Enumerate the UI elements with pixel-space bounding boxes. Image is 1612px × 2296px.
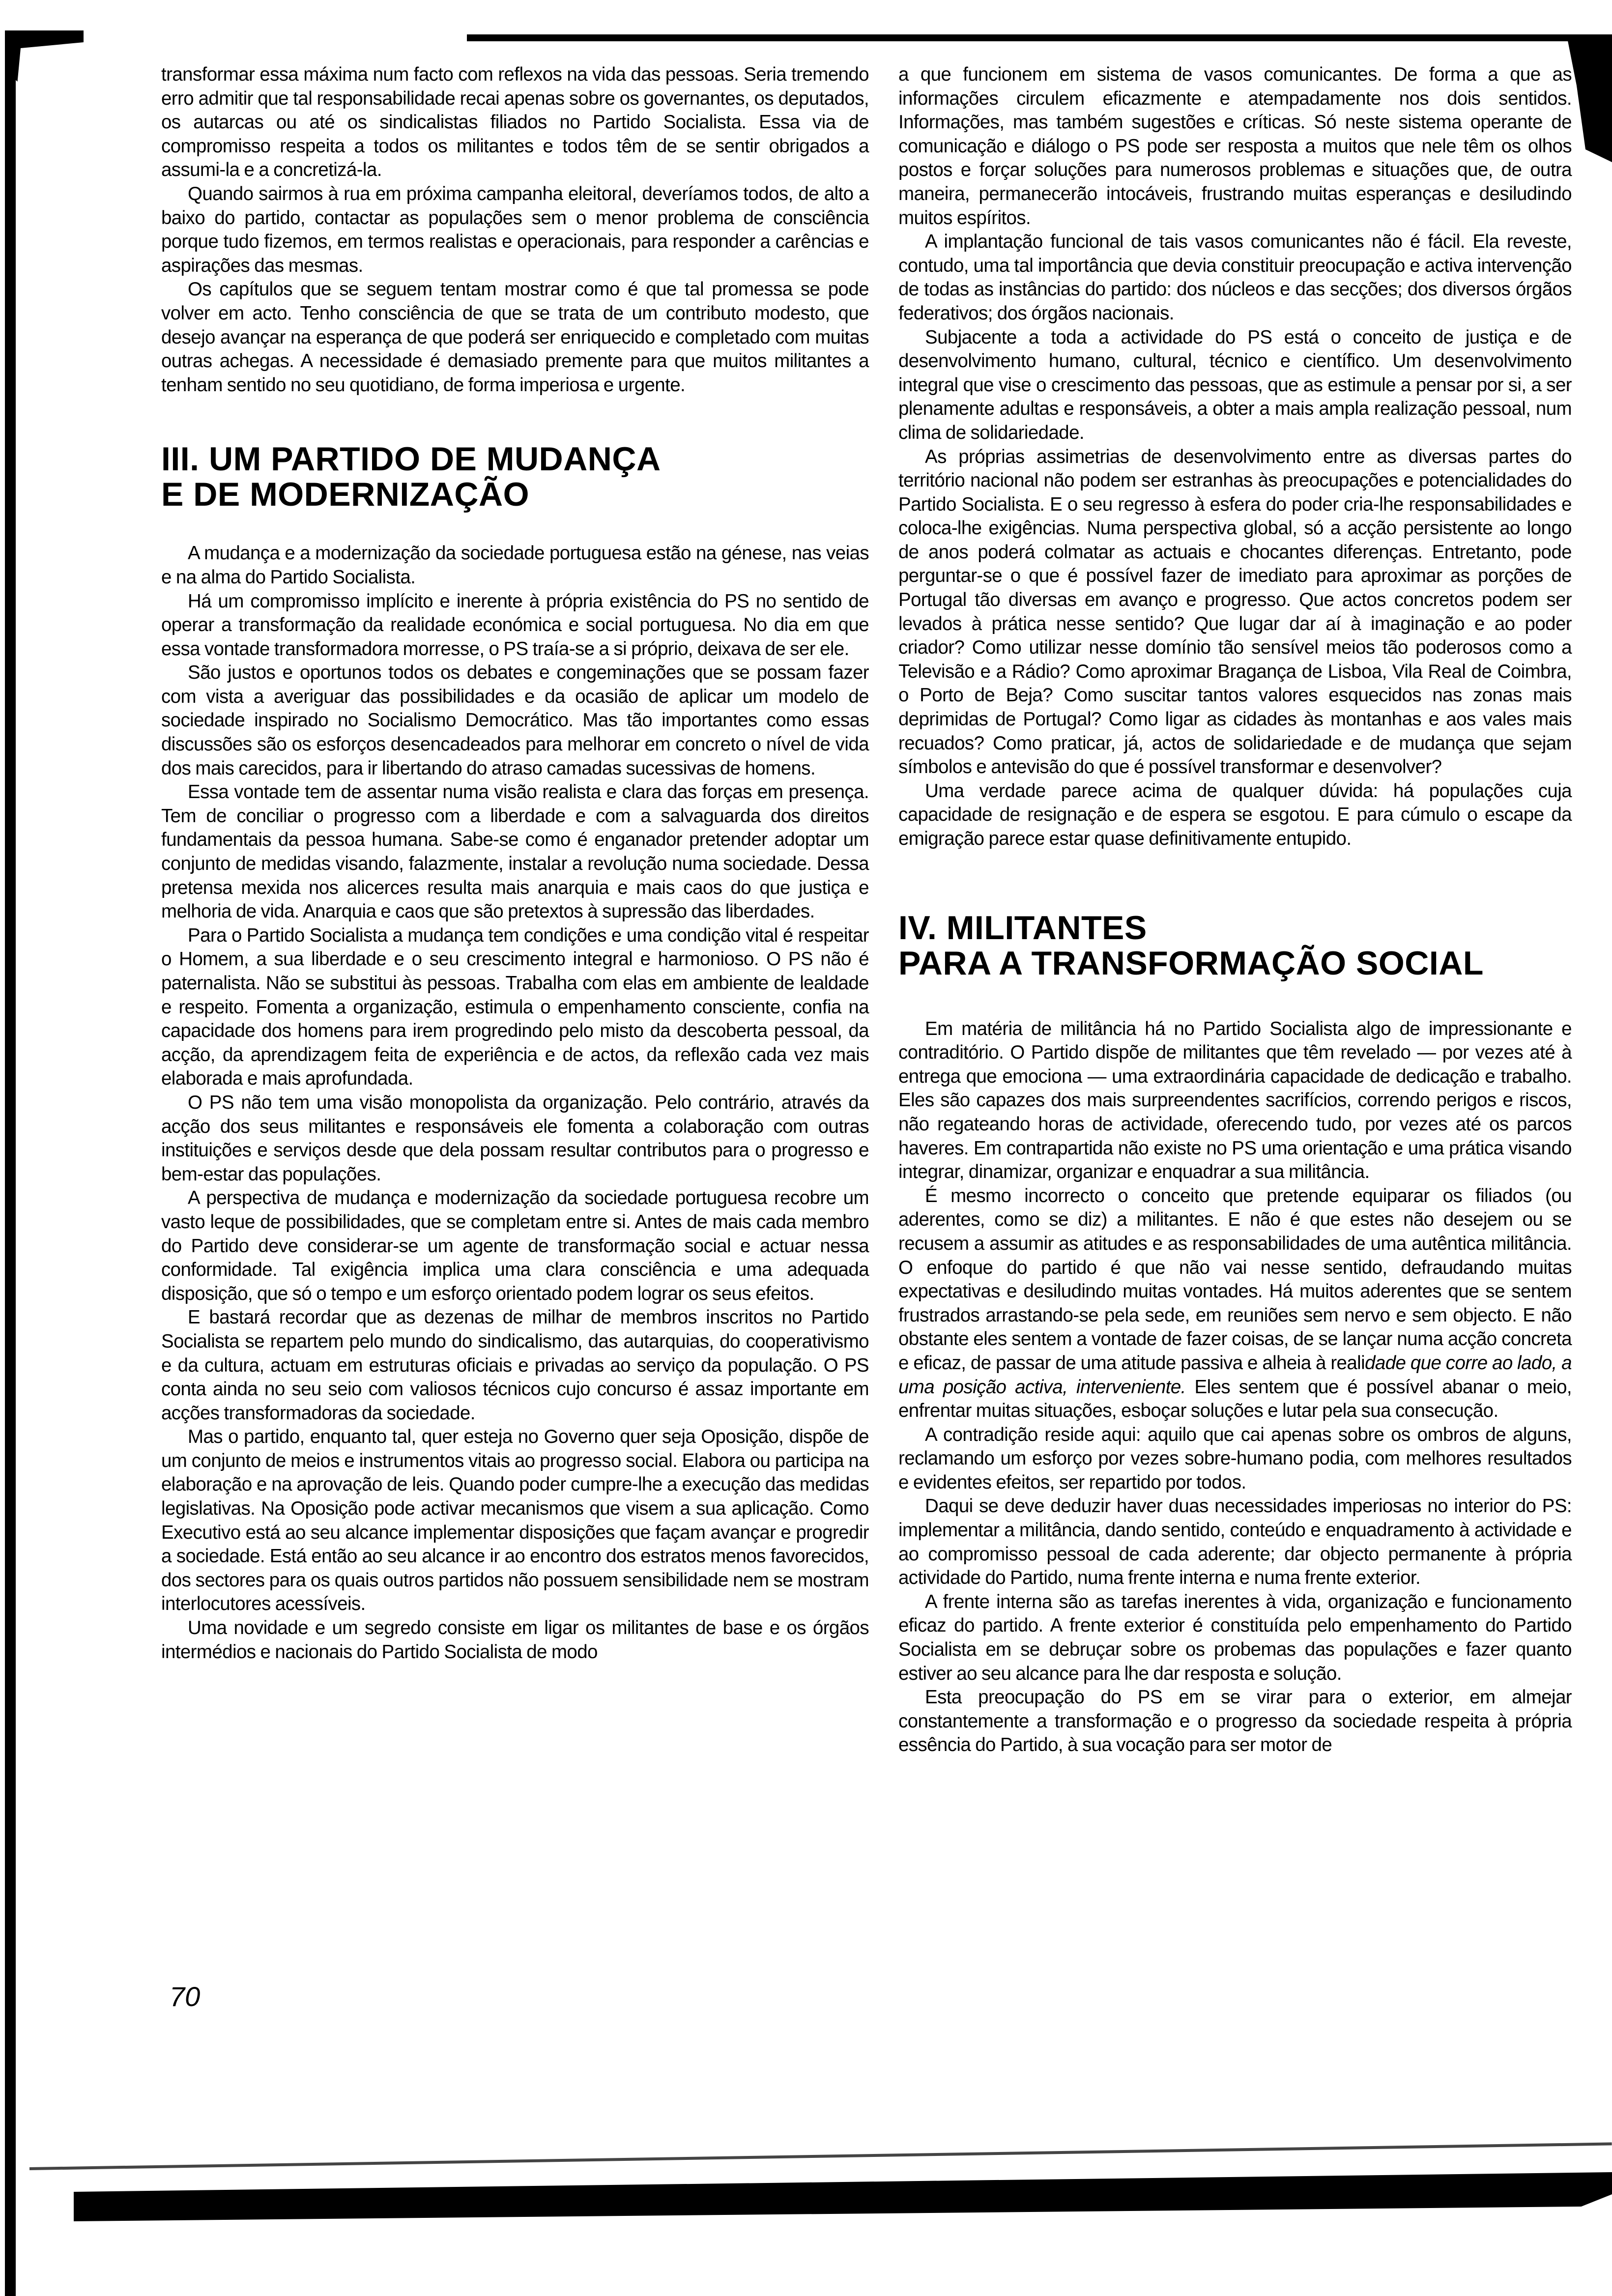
scan-border-bottom bbox=[74, 2172, 1612, 2221]
right-column bbox=[898, 63, 1572, 1757]
paragraph: A perspectiva de mudança e modernização da sociedade portuguesa recobre um vasto leque de possibilidades, que se completam entre si. Antes de mais cada membro do Partido deve considerar-se um agente de transformação social e actuar nessa conformidade. Tal exigência implica uma clara consciência e uma adequada disposição, que só o tempo e um esforço orientado podem lograr os seus efeitos. bbox=[161, 1187, 869, 1304]
italic-emphasis: dade que corre ao lado, a uma posição activa, interveniente. bbox=[898, 1352, 1572, 1398]
scan-line-bottom bbox=[29, 2142, 1612, 2170]
paragraph: transformar essa máxima num facto com reflexos na vida das pessoas. Seria tremendo erro admitir que tal responsabilidade recai apenas sobre os governantes, os deputados, os autarcas ou até os sindicalistas filiados no Partido Socialista. Essa via de compromisso respeita a todos os militantes e todos têm de se sentir obrigados a assumi-la e a concretizá-la. bbox=[161, 64, 869, 181]
scan-corner-top-right bbox=[1568, 34, 1612, 162]
scan-border-top bbox=[467, 34, 1592, 41]
text-span: Eles sentem que é possível abanar o meio, enfrentar muitas situações, esboçar soluções e lutar pela sua consecução. bbox=[898, 1376, 1572, 1422]
heading-line: IV. MILITANTES bbox=[898, 909, 1147, 947]
paragraph: Há um compromisso implícito e inerente à própria existência do PS no sentido de operar a transformação da realidade económica e social portuguesa. No dia em que essa vontade transformadora morresse, o PS traía-se a si próprio, deixava de ser ele. bbox=[161, 590, 869, 660]
paragraph: A implantação funcional de tais vasos comunicantes não é fácil. Ela reveste, contudo, uma tal importância que devia constituir preocupação e activa intervenção de todas as instâncias do partido: dos núcleos e das secções; dos diversos órgãos federativos; dos órgãos nacionais. bbox=[898, 231, 1572, 324]
paragraph: Uma verdade parece acima de qualquer dúvida: há populações cuja capacidade de resignação e de espera se esgotou. E para cúmulo o escape da emigração parece estar quase definitivamente entupido. bbox=[898, 780, 1572, 849]
page-number: 70 bbox=[170, 1981, 201, 2012]
paragraph: Uma novidade e um segredo consiste em ligar os militantes de base e os órgãos intermédios e nacionais do Partido Socialista de modo bbox=[161, 1617, 869, 1663]
paragraph: A frente interna são as tarefas inerentes à vida, organização e funcionamento eficaz do partido. A frente exterior é constituída pelo empenhamento do Partido Socialista em se debruçar sobre os probemas das populações e fazer quanto estiver ao seu alcance para lhe dar resposta e solução. bbox=[898, 1591, 1572, 1684]
paragraph: A contradição reside aqui: aquilo que cai apenas sobre os ombros de alguns, reclamando um esforço por vezes sobre-humano podia, com melhores resultados e evidentes efeitos, ser repartido por todos. bbox=[898, 1424, 1572, 1493]
heading-line: PARA A TRANSFORMAÇÃO SOCIAL bbox=[898, 944, 1484, 982]
section-heading-iv bbox=[898, 910, 1572, 981]
paragraph: a que funcionem em sistema de vasos comunicantes. De forma a que as informações circulem eficazmente e atempadamente nos dois sentidos. Informações, mas também sugestões e críticas. Só neste sistema operante de comunicação e diálogo o PS pode ser resposta a muitos que nele têm os olhos postos e forçar soluções para numerosos problemas e situações que, de outra maneira, permanecerão intocáveis, frustrando muitas esperanças e desiludindo muitos espíritos. bbox=[898, 64, 1572, 229]
scan-corner-top-left bbox=[5, 30, 84, 89]
paragraph: Quando sairmos à rua em próxima campanha eleitoral, deveríamos todos, de alto a baixo do partido, contactar as populações sem o menor problema de consciência porque tudo fizemos, em termos realistas e operacionais, para responder a carências e aspirações das mesmas. bbox=[161, 183, 869, 276]
heading-line: E DE MODERNIZAÇÃO bbox=[161, 476, 529, 514]
paragraph: E bastará recordar que as dezenas de milhar de membros inscritos no Partido Socialista se repartem pelo mundo do sindicalismo, das autarquias, do cooperativismo e da cultura, actuam em estruturas oficiais e privadas ao serviço da população. O PS conta ainda no seu seio com valiosos técnicos cujo concurso é assaz importante em acções transformadoras da sociedade. bbox=[161, 1307, 869, 1424]
heading-line: III. UM PARTIDO DE MUDANÇA bbox=[161, 440, 661, 478]
paragraph: Essa vontade tem de assentar numa visão realista e clara das forças em presença. Tem de conciliar o progresso com a liberdade e com a salvaguarda dos direitos fundamentais da pessoa humana. Sabe-se como é enganador pretender adoptar um conjunto de medidas visando, falazmente, instalar a revolução numa sociedade. Dessa pretensa mexida nos alicerces resulta mais anarquia e mais caos do que justiça e melhoria de vida. Anarquia e caos que são pretextos à supressão das liberdades. bbox=[161, 781, 869, 922]
text-span: É mesmo incorrecto o conceito que pretende equiparar os filiados (ou aderentes, como se diz) a militantes. E não é que estes não desejem ou se recusem a assumir as atitudes e as responsabilidades de uma autêntica militância. O enfoque do partido é que não vai nesse sentido, defraudando muitas expectativas e desiludindo muitas vontades. Há muitos aderentes que se sentem frustrados arrastando-se pela sede, em reuniões sem nervo e sem objecto. E não obstante eles sentem a vontade de fazer coisas, de se lançar numa acção concreta e eficaz, de passar de uma atitude passiva e alheia à reali bbox=[898, 1185, 1572, 1374]
paragraph: Em matéria de militância há no Partido Socialista algo de impressionante e contraditório. O Partido dispõe de militantes que têm revelado — por vezes até à entrega que emociona — uma extraordinária capacidade de dedicação e trabalho. Eles são capazes dos mais surpreendentes sacrifícios, correndo perigos e riscos, não regateando horas de actividade, oferecendo tudo, por vezes até os parcos haveres. Em contrapartida não existe no PS uma orientação e uma prática visando integrar, dinamizar, organizar e enquadrar a sua militância. bbox=[898, 1018, 1572, 1183]
section-heading-iii bbox=[161, 441, 869, 512]
paragraph: São justos e oportunos todos os debates e congeminações que se possam fazer com vista a averiguar das possibilidades e da ocasião de aplicar um modelo de sociedade inspirado no Socialismo Democrático. Mas tão importantes como essas discussões são os esforços desencadeados para melhorar em concreto o nível de vida dos mais carecidos, para ir libertando do atraso camadas sucessivas de homens. bbox=[161, 662, 869, 779]
paragraph: A mudança e a modernização da sociedade portuguesa estão na génese, nas veias e na alma do Partido Socialista. bbox=[161, 543, 869, 588]
scan-border-left bbox=[5, 34, 16, 2296]
paragraph: O PS não tem uma visão monopolista da organização. Pelo contrário, através da acção dos seus militantes e responsáveis ele fomenta a colaboração com outras instituições e serviços desde que dela possam resultar contributos para o progresso e bem-estar das populações. bbox=[161, 1091, 869, 1185]
paragraph: Subjacente a toda a actividade do PS está o conceito de justiça e de desenvolvimento humano, cultural, técnico e científico. Um desenvolvimento integral que vise o crescimento das pessoas, que as estimule a pensar por si, a ser plenamente adultas e responsáveis, a obter a mais ampla realização pessoal, num clima de solidariedade. bbox=[898, 326, 1572, 443]
paragraph: Daqui se deve deduzir haver duas necessidades imperiosas no interior do PS: implementar a militância, dando sentido, conteúdo e enquadramento à actividade e ao compromisso pessoal de cada aderente; dar objecto permanente à própria actividade do Partido, numa frente interna e numa frente exterior. bbox=[898, 1495, 1572, 1589]
left-column bbox=[161, 63, 869, 1664]
paragraph: Para o Partido Socialista a mudança tem condições e uma condição vital é respeitar o Homem, a sua liberdade e o seu crescimento integral e harmonioso. O PS não é paternalista. Não se substitui às pessoas. Trabalha com elas em ambiente de lealdade e respeito. Fomenta a organização, estimula o empenhamento consciente, confia na capacidade dos homens para irem progredindo pelo misto da descoberta pessoal, da acção, da aprendizagem feita de experiência e de actos, da reflexão cada vez mais elaborada e mais aprofundada. bbox=[161, 924, 869, 1090]
paragraph: Os capítulos que se seguem tentam mostrar como é que tal promessa se pode volver em acto. Tenho consciência de que se trata de um contributo modesto, que desejo avançar na esperança de que poderá ser enriquecido e completado com muitas outras achegas. A necessidade é demasiado premente para que muitos militantes a tenham sentido no seu quotidiano, de forma imperiosa e urgente. bbox=[161, 279, 869, 396]
paragraph-with-italic bbox=[898, 1184, 1572, 1423]
paragraph: As próprias assimetrias de desenvolvimento entre as diversas partes do território nacional não podem ser estranhas às preocupações e potencialidades do Partido Socialista. E o seu regresso à esfera do poder cria-lhe responsabilidades e coloca-lhe exigências. Numa perspectiva global, só a acção persistente ao longo de anos poderá colmatar as actuais e chocantes diferenças. Entretanto, pode perguntar-se o que é possível fazer de imediato para aproximar as porções de Portugal tão diversas em avanço e progresso. Que actos concretos podem ser levados à prática nesse sentido? Que lugar dar aí à imaginação e ao poder criador? Como utilizar nesse domínio tão sensível meios tão poderosos como a Televisão e a Rádio? Como aproximar Bragança de Lisboa, Vila Real de Coimbra, o Porto de Beja? Como suscitar tantos valores esquecidos nas zonas mais deprimidas de Portugal? Como ligar as cidades às montanhas e aos vales mais recuados? Como praticar, já, actos de solidariedade e de mudança que sejam símbolos e antevisão do que é possível transformar e desenvolver? bbox=[898, 446, 1572, 778]
paragraph: Mas o partido, enquanto tal, quer esteja no Governo quer seja Oposição, dispõe de um conjunto de meios e instrumentos vitais ao progresso social. Elabora ou participa na elaboração e na aprovação de leis. Quando poder cumpre-lhe a execução das medidas legislativas. Na Oposição pode activar mecanismos que visem a sua aplicação. Como Executivo está ao seu alcance implementar disposições que façam avançar e progredir a sociedade. Está então ao seu alcance ir ao encontro dos estratos menos favorecidos, dos sectores para os quais outros partidos não possuem sensibilidade nem se mostram interlocutores acessíveis. bbox=[161, 1426, 869, 1615]
paragraph: Esta preocupação do PS em se virar para o exterior, em almejar constantemente a transformação e o progresso da sociedade respeita à própria essência do Partido, à sua vocação para ser motor de bbox=[898, 1687, 1572, 1756]
